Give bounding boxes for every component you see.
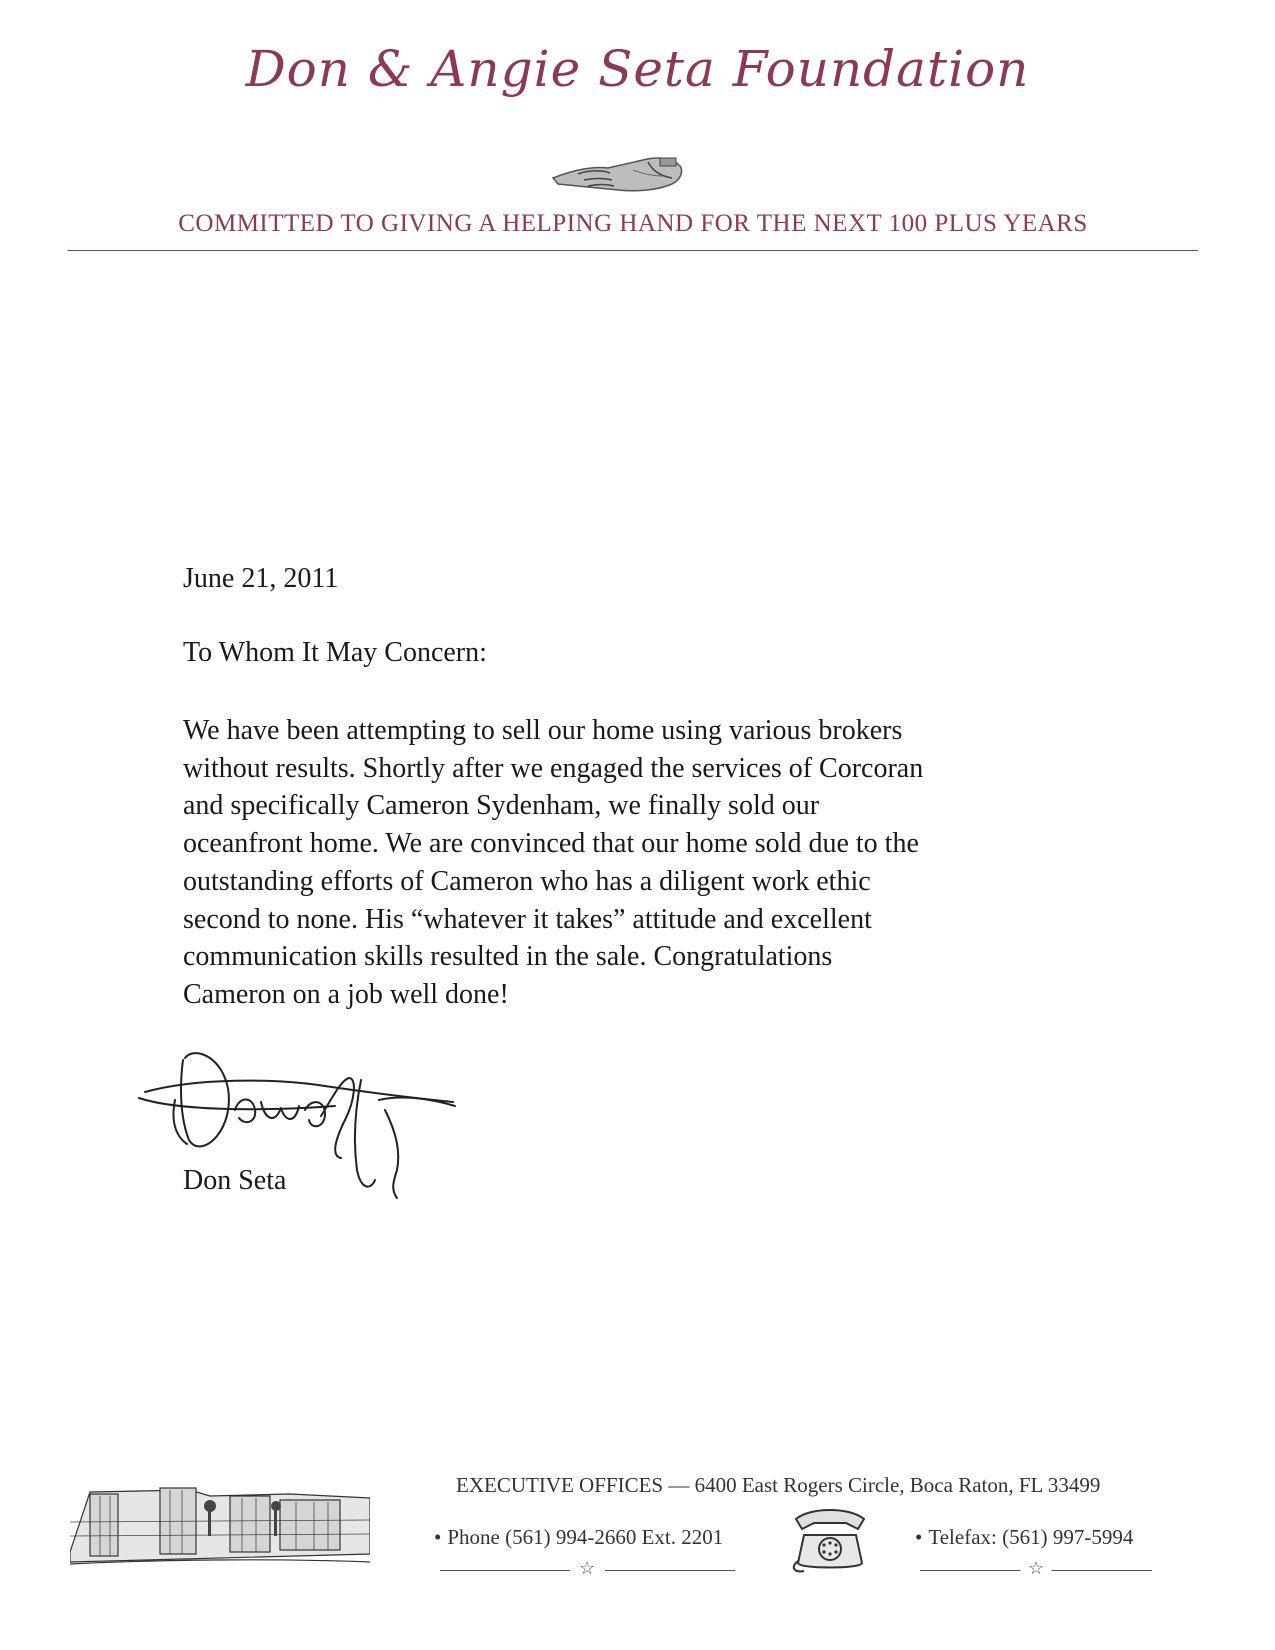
letter-body: We have been attempting to sell our home using various brokers without results. Shortly after we engaged the services of Corcoran and specifically Cameron Sydenham, we finally sold our oceanfront home. We are convinced that our home sold due to the outstanding efforts of Cameron who has a diligent work ethic second to none. His “whatever it takes” attitude and excellent communication skills resulted in the sale. Congratulations Cameron on a job well done! (183, 715, 924, 1010)
phone-text: Phone (561) 994-2660 Ext. 2201 (447, 1525, 724, 1549)
executive-offices-address: EXECUTIVE OFFICES — 6400 East Rogers Circle, Boca Raton, FL 33499 (456, 1473, 1101, 1497)
phone-number (434, 1525, 723, 1550)
star-divider (440, 1560, 735, 1580)
tagline: COMMITTED TO GIVING A HELPING HAND FOR THE NEXT 100 PLUS YEARS (178, 210, 1088, 237)
signer-name: Don Seta (183, 1165, 287, 1196)
star-icon: ☆ (1028, 1558, 1045, 1578)
telefax-number (915, 1525, 1133, 1550)
star-divider (920, 1560, 1215, 1580)
header-divider (68, 250, 1198, 251)
office-building-icon (70, 1472, 370, 1572)
telefax-text: Telefax: (561) 997-5994 (928, 1525, 1134, 1549)
letter-date: June 21, 2011 (183, 563, 339, 594)
bullet: • (915, 1525, 923, 1549)
bullet: • (434, 1525, 442, 1549)
telephone-icon (790, 1505, 870, 1575)
letterhead (0, 0, 1275, 260)
salutation: To Whom It May Concern: (183, 637, 487, 668)
foundation-name: Don & Angie Seta Foundation (245, 40, 1030, 98)
star-icon: ☆ (579, 1558, 596, 1578)
helping-hand-icon (548, 140, 688, 200)
